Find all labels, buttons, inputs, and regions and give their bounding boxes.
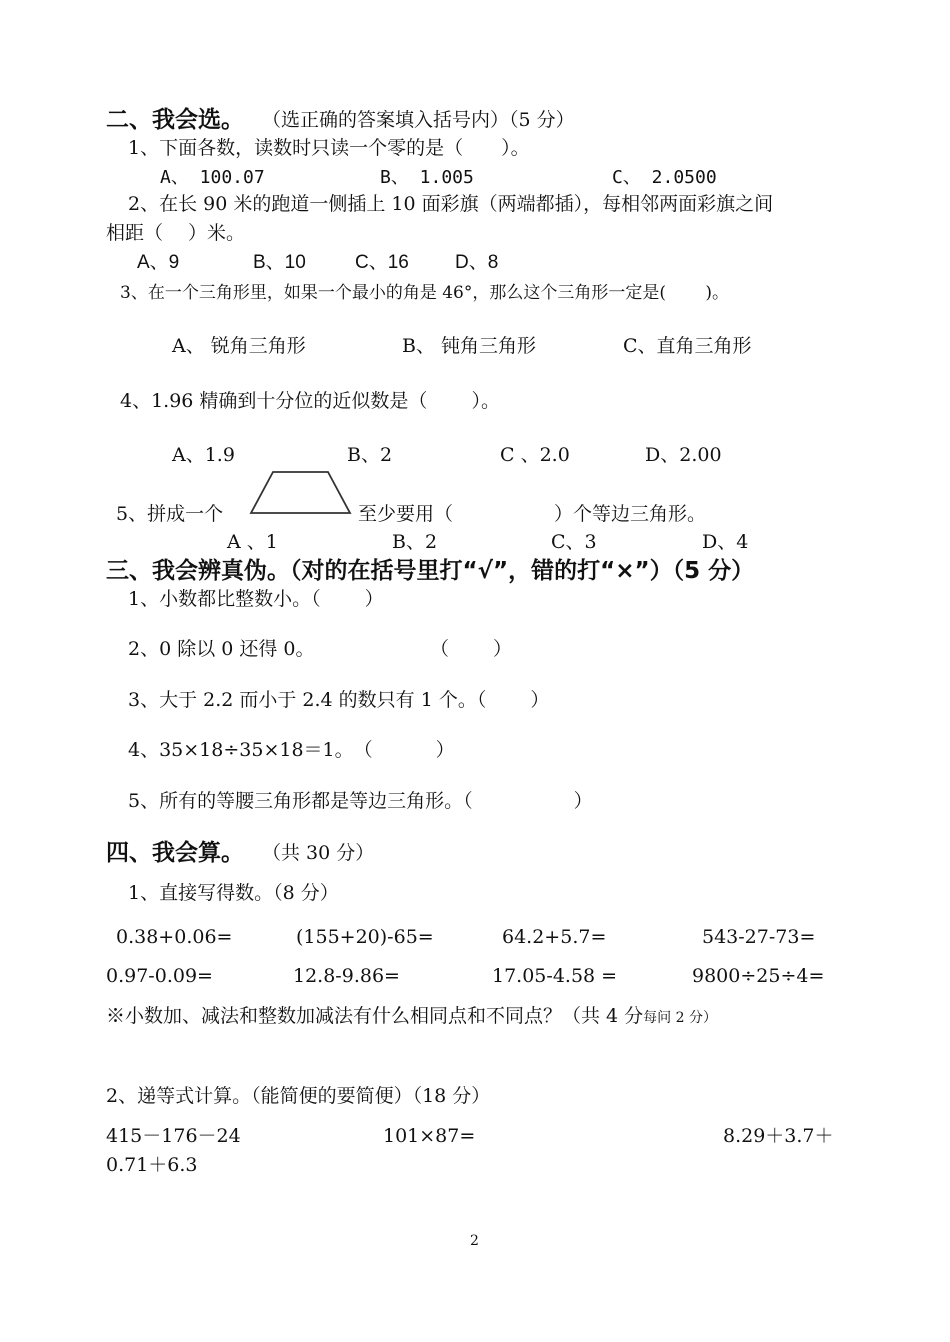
tf-item-4: 4、35×18÷35×18＝1。 （ ） (128, 739, 455, 761)
q2-option-c: C、16 (355, 252, 409, 273)
trapezoid-figure (246, 467, 356, 517)
q4-option-d: D、2.00 (645, 444, 722, 466)
section-4-note: （共 30 分） (262, 842, 375, 864)
calc-r2-c2: 12.8-9.86= (293, 965, 400, 987)
section-4-heading: 四、我会算。 (106, 840, 244, 866)
q1-option-b: B、 1.005 (380, 167, 474, 188)
calc-r2-c4: 9800÷25÷4= (692, 965, 825, 987)
q1-option-c: C、 2.0500 (612, 167, 717, 188)
page-number: 2 (470, 1233, 479, 1249)
tf-item-2: 2、0 除以 0 还得 0。 (128, 638, 315, 660)
calc-r1-c1: 0.38+0.06= (116, 926, 233, 948)
q1-option-a: A、 100.07 (160, 167, 265, 188)
calc-r1-c2: (155+20)-65= (296, 926, 434, 948)
q5-option-c: C、3 (551, 531, 597, 553)
q2-stem-line2: 相距（ ）米。 (106, 222, 246, 244)
q5-option-d: D、4 (702, 531, 749, 553)
q4-option-b: B、2 (347, 444, 393, 466)
q3-option-a: A、 锐角三角形 (172, 335, 306, 357)
calc-sub2-title: 2、递等式计算。（能简便的要简便）（18 分） (106, 1085, 491, 1107)
q4-option-a: A、1.9 (172, 444, 235, 466)
q2-stem-line1: 2、在长 90 米的跑道一侧插上 10 面彩旗（两端都插），每相邻两面彩旗之间 (128, 193, 774, 215)
tf-item-5: 5、所有的等腰三角形都是等边三角形。（ ） (128, 790, 593, 812)
expr-3: 8.29＋3.7＋ (723, 1125, 834, 1147)
q3-option-c: C、直角三角形 (623, 335, 752, 357)
compare-question-small: 每问 2 分） (643, 1010, 717, 1026)
tf-item-1: 1、小数都比整数小。（ ） (128, 588, 384, 610)
calc-r2-c1: 0.97-0.09= (106, 965, 213, 987)
q3-option-b: B、 钝角三角形 (402, 335, 537, 357)
tf-item-3: 3、大于 2.2 而小于 2.4 的数只有 1 个。（ ） (128, 689, 550, 711)
q5-stem-after: 至少要用（ ）个等边三角形。 (358, 503, 707, 525)
q4-stem: 4、1.96 精确到十分位的近似数是（ ）。 (120, 390, 500, 412)
calc-r2-c3: 17.05-4.58 = (492, 965, 618, 987)
q2-option-d: D、8 (455, 252, 499, 273)
q5-option-b: B、2 (392, 531, 438, 553)
q3-stem: 3、在一个三角形里，如果一个最小的角是 46°，那么这个三角形一定是( )。 (120, 283, 730, 303)
q5-option-a: A 、1 (227, 531, 278, 553)
tf-item-2-bracket: （ ） (430, 638, 513, 660)
q2-option-a: A、9 (137, 252, 180, 273)
q4-option-c: C 、2.0 (500, 444, 570, 466)
calc-r1-c3: 64.2+5.7= (502, 926, 607, 948)
q1-stem: 1、下面各数，读数时只读一个零的是（ ）。 (128, 137, 530, 159)
compare-question-main: ※小数加、减法和整数加减法有什么相同点和不同点？（共 4 分 (106, 1005, 644, 1027)
expr-2: 101×87= (383, 1125, 476, 1147)
section-2-note: （选正确的答案填入括号内）（5 分） (262, 109, 575, 131)
q5-stem-before: 5、拼成一个 (116, 503, 224, 525)
calc-r1-c4: 543-27-73= (702, 926, 816, 948)
compare-question (106, 1005, 717, 1028)
expr-1: 415－176－24 (106, 1125, 241, 1147)
section-3-heading: 三、我会辨真伪。（对的在括号里打“√”，错的打“×”）（5 分） (106, 558, 755, 584)
q2-option-b: B、10 (253, 252, 306, 273)
calc-sub1-title: 1、直接写得数。（8 分） (128, 882, 339, 904)
section-2-heading: 二、我会选。 (106, 107, 244, 133)
expr-3-continued: 0.71＋6.3 (106, 1154, 198, 1176)
